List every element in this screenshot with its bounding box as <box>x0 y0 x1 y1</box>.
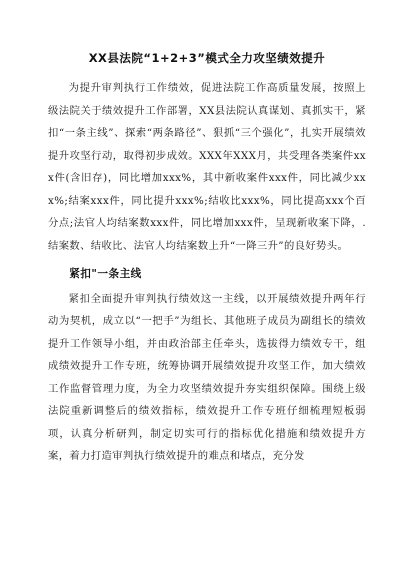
section-paragraph: 紧扣全面提升审判执行绩效这一主线，以开展绩效提升两年行动为契机，成立以“一把手”为组长、其他班子成员为副组长的绩效提升工作领导小组，并由政治部主任牵头，选拔得力绩效专干，组成绩效提升工作专班，统筹协调开展绩效提升攻坚工作，加大绩效工作监督管理力度，为全力攻坚绩效提升夯实组织保障。围绕上级法院重新调整后的绩效指标，绩效提升工作专班仔细梳理短板弱项，认真分析研判，制定切实可行的指标优化措施和绩效提升方案，着力打造审判执行绩效提升的难点和堵点，充分发 <box>48 292 366 462</box>
document-title: XX县法院“1+2+3”模式全力攻坚绩效提升 <box>88 51 326 65</box>
document-page <box>48 50 366 468</box>
intro-paragraph: 为提升审判执行工作绩效，促进法院工作高质量发展，按照上级法院关于绩效提升工作部署，XX县法院认真谋划、真抓实干，紧扣“一条主线”、探索“两条路径”、狠抓“三个强化”，扎实开展绩效提升攻坚行动，取得初步成效。XXX年XXX月，共受理各类案件xxx件(含旧存)，同比增加xxx%，其中新收案件xxx件，同比减少xxx%;结案xxx件，同比提升xxx%;结收比xxx%，同比提高xxx个百分点;法官人均结案数xxx件，同比增加xxx件，呈现新收案下降，.结案数、结收比、法官人均结案数上升“一降三升”的良好势头。 <box>48 82 366 252</box>
section-heading: 紧扣"一条主线 <box>69 268 142 280</box>
